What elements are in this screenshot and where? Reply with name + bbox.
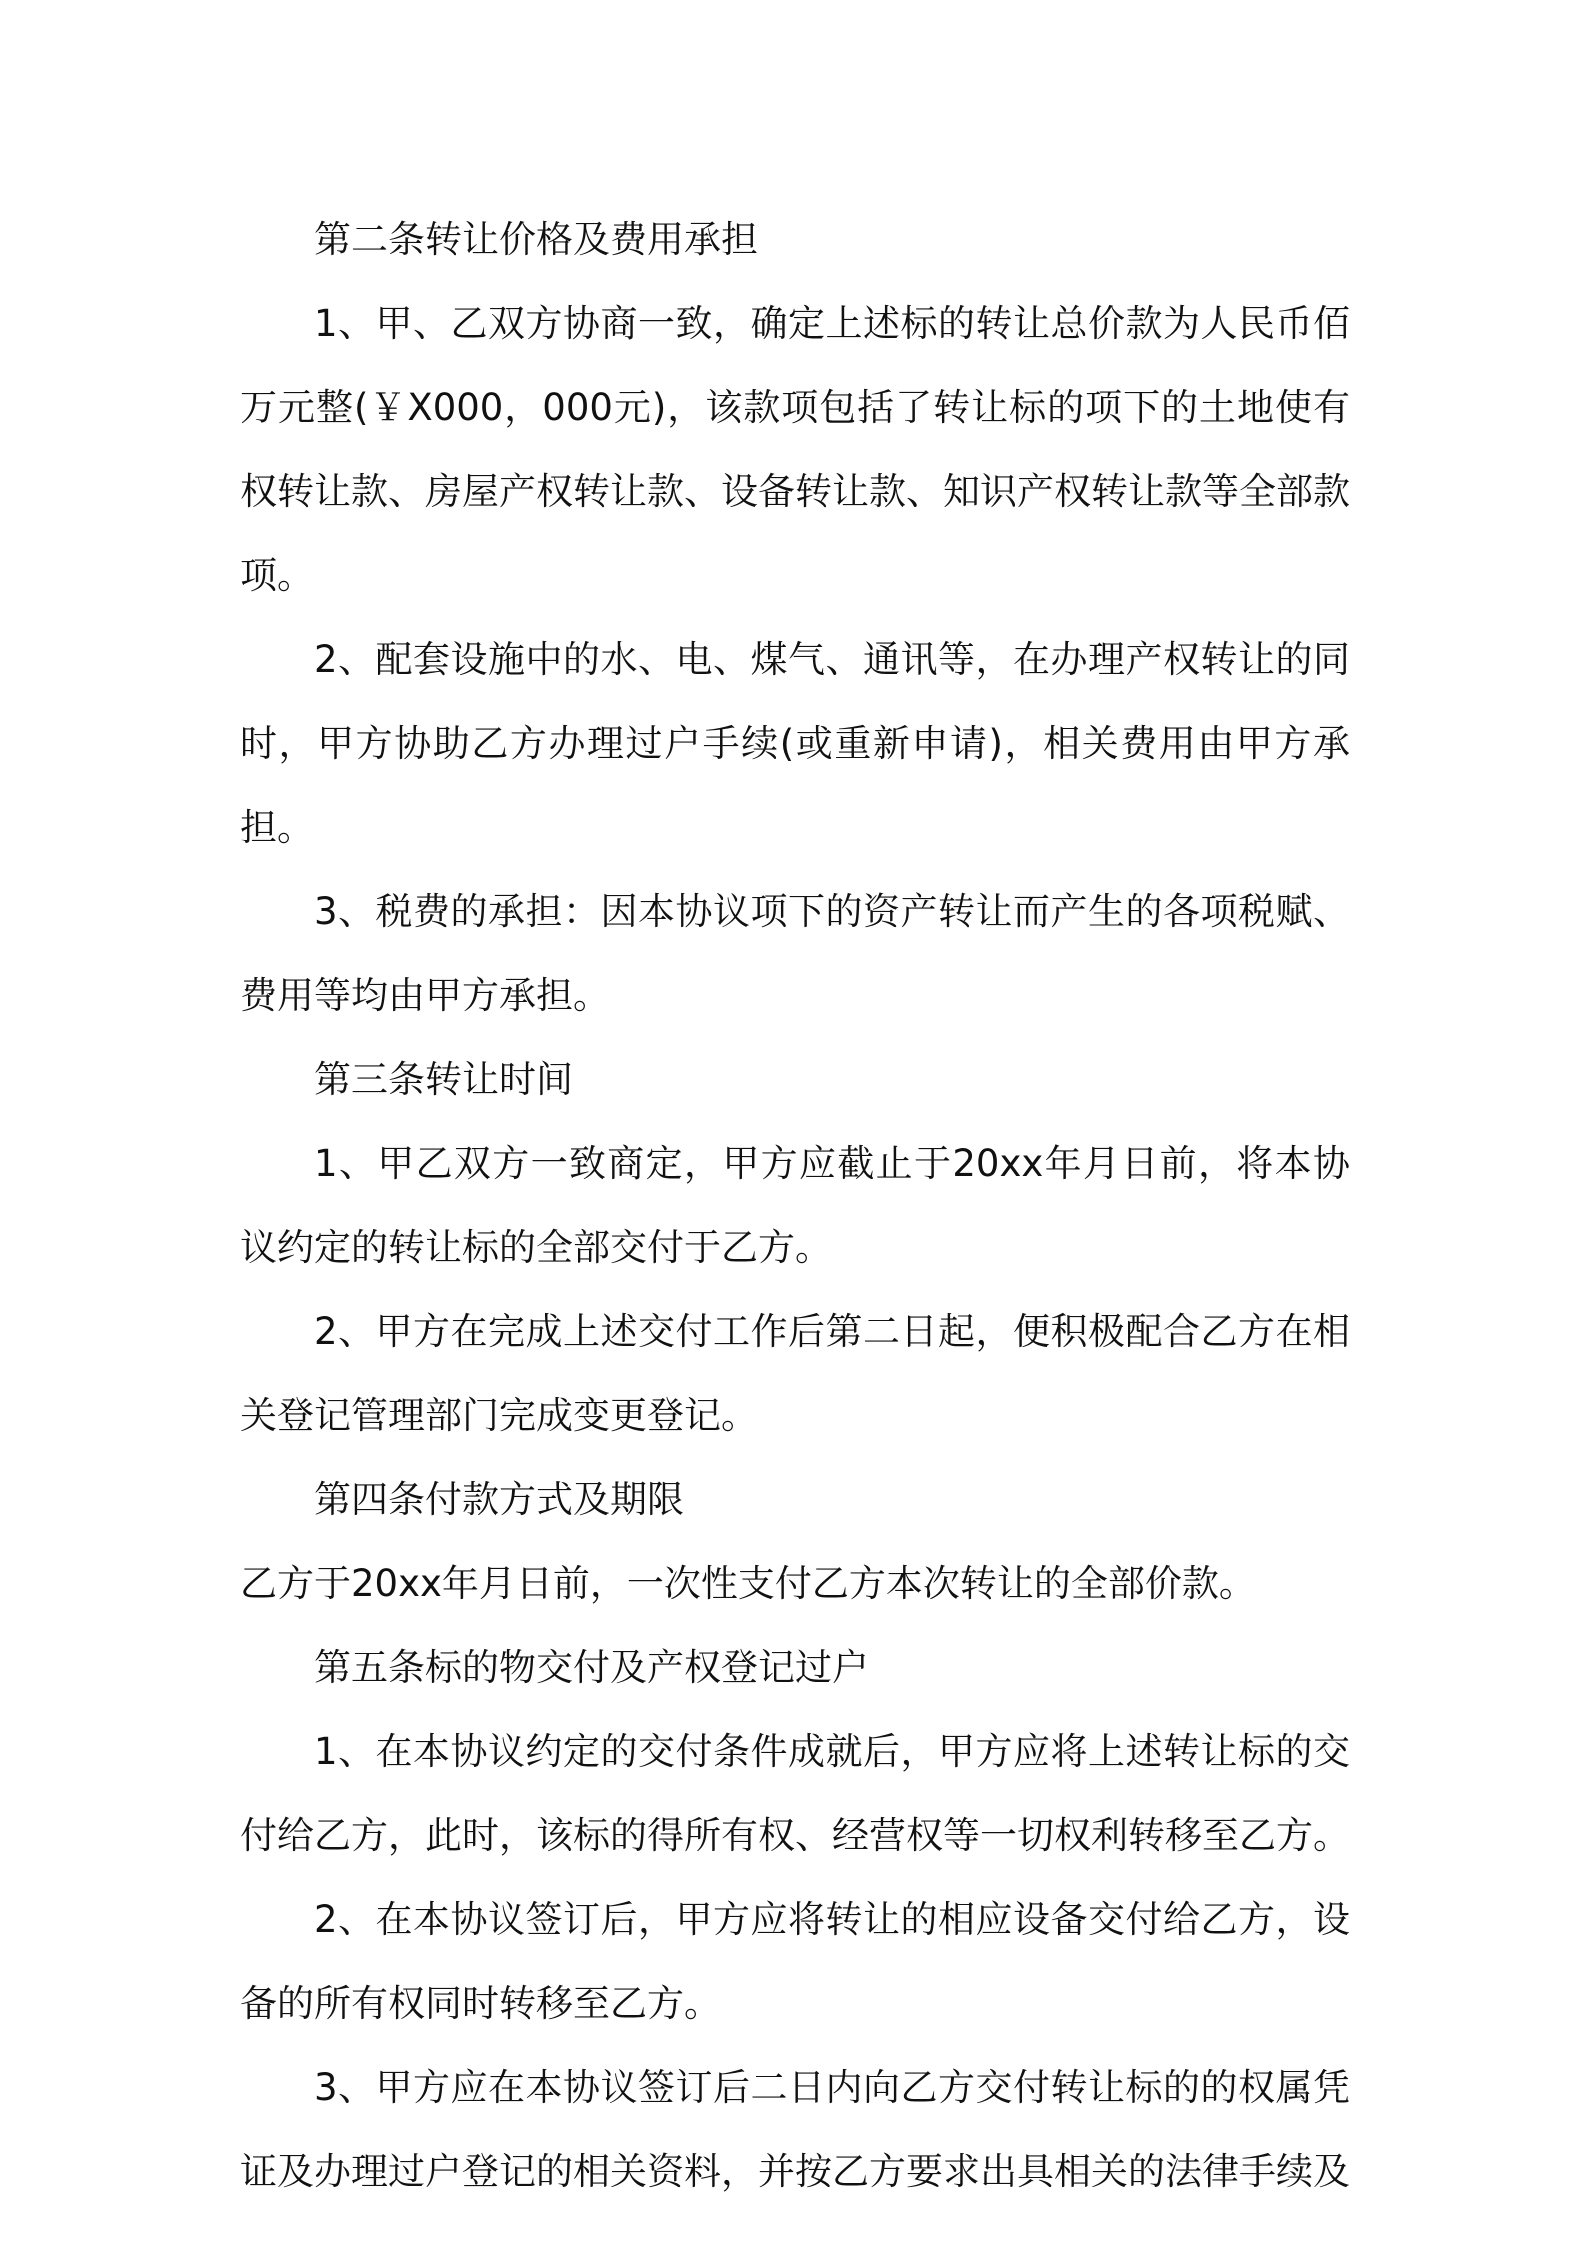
paragraph: 1、在本协议约定的交付条件成就后，甲方应将上述转让标的交付给乙方，此时，该标的得所有权、经营权等一切权利转移至乙方。 (240, 1730, 1350, 1857)
paragraph: 乙方于20xx年月日前，一次性支付乙方本次转让的全部价款。 (240, 1562, 1256, 1605)
section-heading-5: 第五条标的物交付及产权登记过户 (314, 1646, 869, 1689)
paragraph: 1、甲乙双方一致商定，甲方应截止于20xx年月日前，将本协议约定的转让标的全部交付于乙方。 (240, 1142, 1350, 1269)
paragraph: 3、税费的承担：因本协议项下的资产转让而产生的各项税赋、费用等均由甲方承担。 (240, 890, 1350, 1017)
section-heading-3: 第三条转让时间 (314, 1058, 573, 1101)
section-heading-4: 第四条付款方式及期限 (314, 1478, 684, 1521)
paragraph: 1、甲、乙双方协商一致，确定上述标的转让总价款为人民币佰万元整(￥X000，000元)，该款项包括了转让标的项下的土地使有权转让款、房屋产权转让款、设备转让款、知识产权转让款等全部款项。 (240, 302, 1350, 597)
document-body (240, 198, 1350, 2214)
paragraph: 2、在本协议签订后，甲方应将转让的相应设备交付给乙方，设备的所有权同时转移至乙方。 (240, 1898, 1350, 2025)
paragraph: 2、配套设施中的水、电、煤气、通讯等，在办理产权转让的同时，甲方协助乙方办理过户手续(或重新申请)，相关费用由甲方承担。 (240, 638, 1350, 849)
paragraph: 2、甲方在完成上述交付工作后第二日起，便积极配合乙方在相关登记管理部门完成变更登记。 (240, 1310, 1350, 1437)
section-heading-2: 第二条转让价格及费用承担 (314, 218, 758, 261)
paragraph: 3、甲方应在本协议签订后二日内向乙方交付转让标的的权属凭证及办理过户登记的相关资料，并按乙方要求出具相关的法律手续及 (240, 2066, 1350, 2193)
